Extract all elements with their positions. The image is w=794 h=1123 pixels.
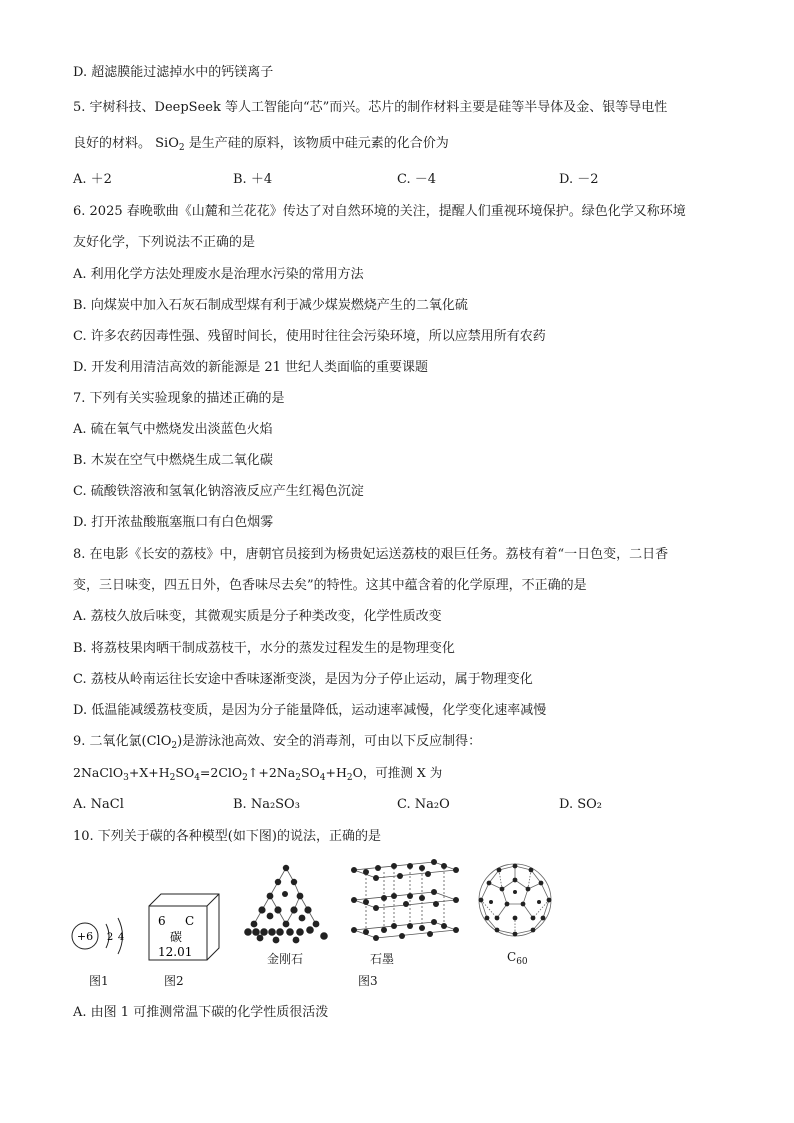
- q6-stem-line2: 友好化学，下列说法不正确的是: [73, 235, 256, 250]
- graphite-structure: [344, 858, 464, 950]
- graphite-label: 石墨: [370, 952, 395, 966]
- q7-option-c: C. 硫酸铁溶液和氢氧化钠溶液反应产生红褐色沉淀: [73, 484, 364, 499]
- fig2-symbol: C: [185, 914, 195, 928]
- q10-stem: 10. 下列关于碳的各种模型(如下图)的说法，正确的是: [73, 829, 381, 844]
- q7-option-b: B. 木炭在空气中燃烧生成二氧化碳: [73, 453, 273, 468]
- q6-option-a: A. 利用化学方法处理废水是治理水污染的常用方法: [73, 267, 364, 282]
- fig3-caption: 图3: [358, 974, 378, 988]
- q7-option-a: A. 硫在氧气中燃烧发出淡蓝色火焰: [73, 422, 273, 437]
- fig2-element-cell: [143, 890, 223, 966]
- c60-structure: [473, 858, 557, 942]
- q7-stem: 7. 下列有关实验现象的描述正确的是: [73, 391, 285, 406]
- q8-stem-line2: 变，三日味变，四五日外，色香味尽去矣”的特性。这其中蕴含着的化学原理，不正确的是: [73, 578, 587, 593]
- fig1-nucleus: +6: [76, 930, 94, 943]
- q4-option-d: D. 超滤膜能过滤掉水中的钙镁离子: [73, 65, 274, 80]
- q5-option-d: D. －2: [559, 172, 599, 187]
- fig2-name: 碳: [170, 930, 183, 944]
- q9-option-b: B. Na₂SO₃: [233, 797, 300, 812]
- q8-option-a: A. 荔枝久放后味变，其微观实质是分子种类改变，化学性质改变: [73, 609, 442, 624]
- fig2-mass: 12.01: [158, 945, 193, 959]
- c60-label: $C_{60}$: [507, 950, 528, 967]
- q6-option-d: D. 开发利用清洁高效的新能源是 21 世纪人类面临的重要课题: [73, 360, 429, 375]
- fig2-atomic-number: 6: [158, 914, 166, 928]
- sio2-formula: SiO$_2$: [155, 136, 185, 153]
- q9-option-d: D. SO₂: [559, 797, 602, 812]
- q5-option-a: A. ＋2: [73, 172, 112, 187]
- fig2-caption: 图2: [164, 974, 184, 988]
- q8-option-d: D. 低温能减缓荔枝变质，是因为分子能量降低，运动速率减慢，化学变化速率减慢: [73, 703, 547, 718]
- q9-equation: $2NaClO_3+X+H_2SO_4=2ClO_2↑+2Na_2SO_4+H_2O$，可推测 X 为: [73, 765, 443, 783]
- q6-option-b: B. 向煤炭中加入石灰石制成型煤有利于减少煤炭燃烧产生的二氧化硫: [73, 298, 468, 313]
- q9-option-c: C. Na₂O: [397, 797, 450, 812]
- q5-option-c: C. －4: [397, 172, 437, 187]
- diamond-label: 金刚石: [267, 952, 304, 966]
- q6-stem-line1: 6. 2025 春晚歌曲《山麓和兰花花》传达了对自然环境的关注，提醒人们重视环境保护。绿色化学又称环境: [73, 204, 686, 219]
- fig1-shell2: 4: [117, 932, 125, 943]
- q9-stem: 9. 二氧化氯(ClO$_2$)是游泳池高效、安全的消毒剂，可由以下反应制得：: [73, 734, 482, 751]
- q8-option-c: C. 荔枝从岭南运往长安途中香味逐渐变淡，是因为分子停止运动，属于物理变化: [73, 672, 533, 687]
- q10-option-a: A. 由图 1 可推测常温下碳的化学性质很活泼: [73, 1005, 329, 1020]
- fig1-caption: 图1: [89, 974, 109, 988]
- q9-option-a: A. NaCl: [73, 797, 124, 812]
- fig1-atom-diagram: [70, 912, 132, 960]
- q6-option-c: C. 许多农药因毒性强、残留时间长，使用时往往会污染环境，所以应禁用所有农药: [73, 329, 546, 344]
- q5-option-b: B. ＋4: [233, 172, 273, 187]
- q5-stem-line1: 5. 宇树科技、DeepSeek 等人工智能向“芯”而兴。芯片的制作材料主要是硅等半导体及金、银等导电性: [73, 100, 668, 115]
- q8-stem-line1: 8. 在电影《长安的荔枝》中，唐朝官员接到为杨贵妃运送荔枝的艰巨任务。荔枝有着“一日色变，二日香: [73, 547, 669, 562]
- q7-option-d: D. 打开浓盐酸瓶塞瓶口有白色烟雾: [73, 515, 274, 530]
- diamond-structure: [238, 858, 334, 950]
- fig1-shell1: 2: [106, 932, 114, 943]
- q8-option-b: B. 将荔枝果肉晒干制成荔枝干，水分的蒸发过程发生的是物理变化: [73, 641, 455, 656]
- q5-stem-line2: 良好的材料。 SiO$_2$ 是生产硅的原料，该物质中硅元素的化合价为: [73, 136, 449, 153]
